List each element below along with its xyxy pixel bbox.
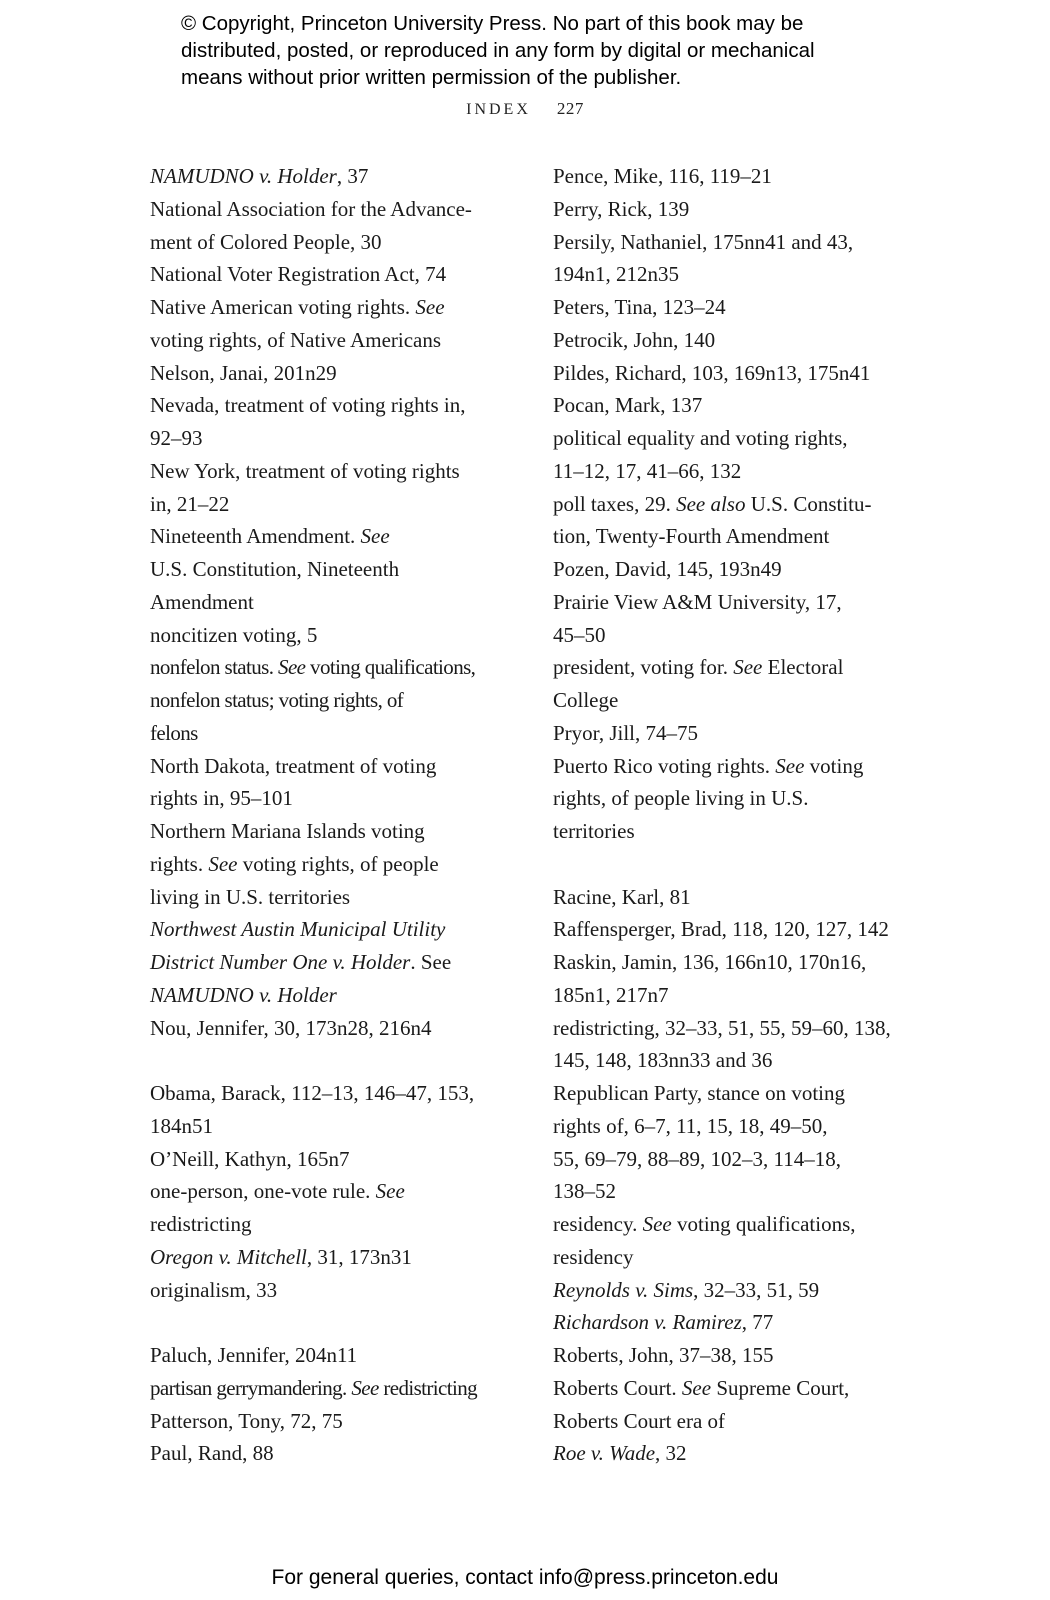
index-entry bbox=[150, 291, 510, 357]
index-entry-line: Roberts Court era of bbox=[553, 1408, 726, 1433]
index-entry bbox=[553, 946, 903, 1012]
index-entry-line: Nou, Jennifer, 30, 173n28, 216n4 bbox=[150, 1015, 432, 1040]
index-entry-line: Roe v. Wade, 32 bbox=[553, 1441, 687, 1466]
index-entry-line: Pozen, David, 145, 193n49 bbox=[553, 557, 782, 581]
index-entry-line: 55, 69–79, 88–89, 102–3, 114–18, bbox=[553, 1146, 841, 1171]
index-entry bbox=[553, 160, 903, 193]
index-entry-line: voting rights, of Native Americans bbox=[150, 327, 442, 352]
index-entry-line: president, voting for. See Electoral bbox=[553, 655, 844, 680]
index-entry-line: New York, treatment of voting rights bbox=[150, 458, 460, 483]
index-entry bbox=[553, 324, 903, 357]
letter-group-gap bbox=[150, 1306, 510, 1339]
index-entry-line: rights. See voting rights, of people bbox=[150, 851, 439, 876]
index-entry-line: Persily, Nathaniel, 175nn41 and 43, bbox=[553, 229, 854, 254]
index-entry bbox=[150, 913, 510, 1011]
footer-contact: For general queries, contact info@press.princeton.edu bbox=[271, 1566, 779, 1589]
index-entry bbox=[150, 815, 510, 913]
index-entry-line: Raskin, Jamin, 136, 166n10, 170n16, bbox=[553, 950, 867, 974]
index-entry-line: 11–12, 17, 41–66, 132 bbox=[553, 458, 742, 483]
index-entry bbox=[553, 553, 903, 586]
index-entry-line: territories bbox=[553, 819, 635, 843]
index-entry bbox=[150, 1372, 510, 1405]
index-entry bbox=[150, 389, 510, 455]
index-entry-line: Prairie View A&M University, 17, bbox=[553, 589, 842, 614]
index-entry-line: poll taxes, 29. See also U.S. Constitu- bbox=[553, 491, 872, 516]
running-head-label: INDEX bbox=[466, 101, 531, 118]
index-entry-line: National Association for the Advance- bbox=[150, 196, 472, 221]
index-entry-line: one-person, one-vote rule. See bbox=[150, 1179, 405, 1204]
index-entry-line: Racine, Karl, 81 bbox=[553, 884, 691, 909]
index-entry bbox=[553, 422, 903, 488]
index-entry bbox=[150, 1437, 510, 1470]
index-entry bbox=[150, 258, 510, 291]
index-entry-line: tion, Twenty-Fourth Amendment bbox=[553, 524, 830, 549]
index-entry bbox=[553, 291, 903, 324]
index-entry-line: Raffensperger, Brad, 118, 120, 127, 142 bbox=[553, 917, 889, 942]
running-head bbox=[0, 99, 1050, 119]
index-entry-line: originalism, 33 bbox=[150, 1277, 278, 1302]
index-entry-line: Northern Mariana Islands voting bbox=[150, 819, 425, 843]
index-entry-line: District Number One v. Holder. See bbox=[150, 950, 452, 974]
index-entry bbox=[150, 750, 510, 816]
index-entry-line: Pildes, Richard, 103, 169n13, 175n41 bbox=[553, 360, 871, 385]
index-entry bbox=[150, 1175, 510, 1241]
index-entry-line: NAMUDNO v. Holder, 37 bbox=[150, 164, 369, 188]
index-entry bbox=[553, 488, 903, 554]
index-entry-line: Reynolds v. Sims, 32–33, 51, 59 bbox=[553, 1277, 820, 1302]
index-entry bbox=[553, 1339, 903, 1372]
index-entry-line: North Dakota, treatment of voting bbox=[150, 753, 437, 778]
index-entry bbox=[553, 1372, 903, 1438]
index-entry-line: noncitizen voting, 5 bbox=[150, 622, 318, 647]
index-entry-line: 185n1, 217n7 bbox=[553, 982, 669, 1007]
index-entry bbox=[553, 913, 903, 946]
index-entry bbox=[553, 226, 903, 292]
copyright-line: means without prior written permission of the publisher. bbox=[181, 66, 682, 89]
index-entry bbox=[150, 1241, 510, 1274]
index-entry-line: Northwest Austin Municipal Utility bbox=[150, 917, 446, 942]
index-entry bbox=[553, 1306, 903, 1339]
index-entry bbox=[150, 651, 510, 749]
page-number: 227 bbox=[556, 99, 584, 118]
index-entry bbox=[150, 193, 510, 259]
index-entry bbox=[553, 357, 903, 390]
index-entry bbox=[553, 1274, 903, 1307]
index-entry bbox=[553, 1077, 903, 1208]
index-column-right bbox=[553, 160, 903, 1470]
index-entry bbox=[150, 1405, 510, 1438]
index-entry-line: rights in, 95–101 bbox=[150, 786, 293, 811]
index-entry-line: nonfelon status; voting rights, of bbox=[150, 688, 404, 712]
index-entry-line: O’Neill, Kathyn, 165n7 bbox=[150, 1146, 350, 1171]
index-entry-line: residency. See voting qualifications, bbox=[553, 1212, 856, 1236]
index-entry-line: Perry, Rick, 139 bbox=[553, 196, 690, 221]
index-entry-line: Native American voting rights. See bbox=[150, 295, 445, 319]
index-entry bbox=[150, 1274, 510, 1307]
copyright-notice bbox=[181, 10, 901, 91]
index-entry-line: Richardson v. Ramirez, 77 bbox=[553, 1310, 774, 1335]
index-entry bbox=[553, 750, 903, 848]
index-entry bbox=[553, 1437, 903, 1470]
index-entry-line: rights, of people living in U.S. bbox=[553, 786, 809, 811]
index-entry-line: redistricting bbox=[150, 1212, 252, 1236]
index-entry-line: Pryor, Jill, 74–75 bbox=[553, 720, 699, 745]
index-entry-line: rights of, 6–7, 11, 15, 18, 49–50, bbox=[553, 1113, 828, 1138]
index-entry bbox=[553, 651, 903, 717]
index-entry-line: Nelson, Janai, 201n29 bbox=[150, 360, 337, 385]
index-entry-line: living in U.S. territories bbox=[150, 884, 351, 909]
index-entry bbox=[553, 717, 903, 750]
index-column-left bbox=[150, 160, 510, 1470]
index-entry-line: Nineteenth Amendment. See bbox=[150, 524, 390, 549]
index-entry-line: Obama, Barack, 112–13, 146–47, 153, bbox=[150, 1081, 475, 1105]
index-entry-line: 45–50 bbox=[553, 622, 606, 647]
index-entry-line: Amendment bbox=[150, 589, 254, 614]
letter-group-gap bbox=[150, 1044, 510, 1077]
index-entry bbox=[150, 455, 510, 521]
index-entry-line: Nevada, treatment of voting rights in, bbox=[150, 393, 466, 418]
copyright-line: © Copyright, Princeton University Press. No part of this book may be bbox=[181, 12, 804, 35]
index-entry-line: Roberts, John, 37–38, 155 bbox=[553, 1343, 774, 1367]
index-entry-line: 184n51 bbox=[150, 1113, 213, 1138]
index-entry-line: Paluch, Jennifer, 204n11 bbox=[150, 1343, 358, 1367]
index-entry-line: in, 21–22 bbox=[150, 491, 230, 516]
letter-group-gap bbox=[553, 848, 903, 881]
index-entry-line: U.S. Constitution, Nineteenth bbox=[150, 557, 400, 581]
index-entry bbox=[150, 1143, 510, 1176]
index-entry-line: residency bbox=[553, 1244, 634, 1269]
index-entry-line: nonfelon status. See voting qualifications, bbox=[150, 655, 476, 680]
index-entry-line: Oregon v. Mitchell, 31, 173n31 bbox=[150, 1244, 412, 1269]
index-entry bbox=[553, 1208, 903, 1274]
index-entry-line: Republican Party, stance on voting bbox=[553, 1081, 845, 1105]
index-entry bbox=[553, 881, 903, 914]
index-entry-line: 92–93 bbox=[150, 426, 203, 450]
index-entry-line: political equality and voting rights, bbox=[553, 426, 848, 450]
copyright-line: distributed, posted, or reproduced in any form by digital or mechanical bbox=[181, 39, 815, 62]
index-entry bbox=[553, 586, 903, 652]
index-entry bbox=[150, 1339, 510, 1372]
index-entry-line: 138–52 bbox=[553, 1179, 616, 1204]
index-entry-line: 194n1, 212n35 bbox=[553, 262, 679, 287]
index-entry-line: Petrocik, John, 140 bbox=[553, 327, 716, 352]
index-entry-line: College bbox=[553, 688, 619, 712]
index-entry-line: Pocan, Mark, 137 bbox=[553, 393, 703, 418]
index-entry-line: NAMUDNO v. Holder bbox=[150, 982, 337, 1007]
index-entry bbox=[553, 389, 903, 422]
index-entry-line: felons bbox=[150, 720, 198, 745]
index-entry-line: Puerto Rico voting rights. See voting bbox=[553, 753, 864, 778]
index-entry-line: Roberts Court. See Supreme Court, bbox=[553, 1375, 850, 1400]
index-entry bbox=[150, 520, 510, 618]
index-entry-line: Paul, Rand, 88 bbox=[150, 1441, 274, 1466]
index-entry bbox=[553, 1012, 903, 1078]
index-entry-line: Patterson, Tony, 72, 75 bbox=[150, 1408, 343, 1433]
index-entry bbox=[150, 1012, 510, 1045]
index-entry-line: Peters, Tina, 123–24 bbox=[553, 295, 726, 319]
index-entry-line: 145, 148, 183nn33 and 36 bbox=[553, 1048, 773, 1073]
index-entry bbox=[150, 357, 510, 390]
index-entry-line: partisan gerrymandering. See redistricting bbox=[150, 1375, 478, 1400]
index-entry bbox=[150, 619, 510, 652]
index-entry-line: ment of Colored People, 30 bbox=[150, 229, 382, 254]
index-entry-line: Pence, Mike, 116, 119–21 bbox=[553, 164, 772, 188]
index-entry-line: redistricting, 32–33, 51, 55, 59–60, 138, bbox=[553, 1015, 891, 1040]
index-entry bbox=[150, 1077, 510, 1143]
index-entry bbox=[553, 193, 903, 226]
index-entry-line: National Voter Registration Act, 74 bbox=[150, 262, 447, 287]
index-entry bbox=[150, 160, 510, 193]
